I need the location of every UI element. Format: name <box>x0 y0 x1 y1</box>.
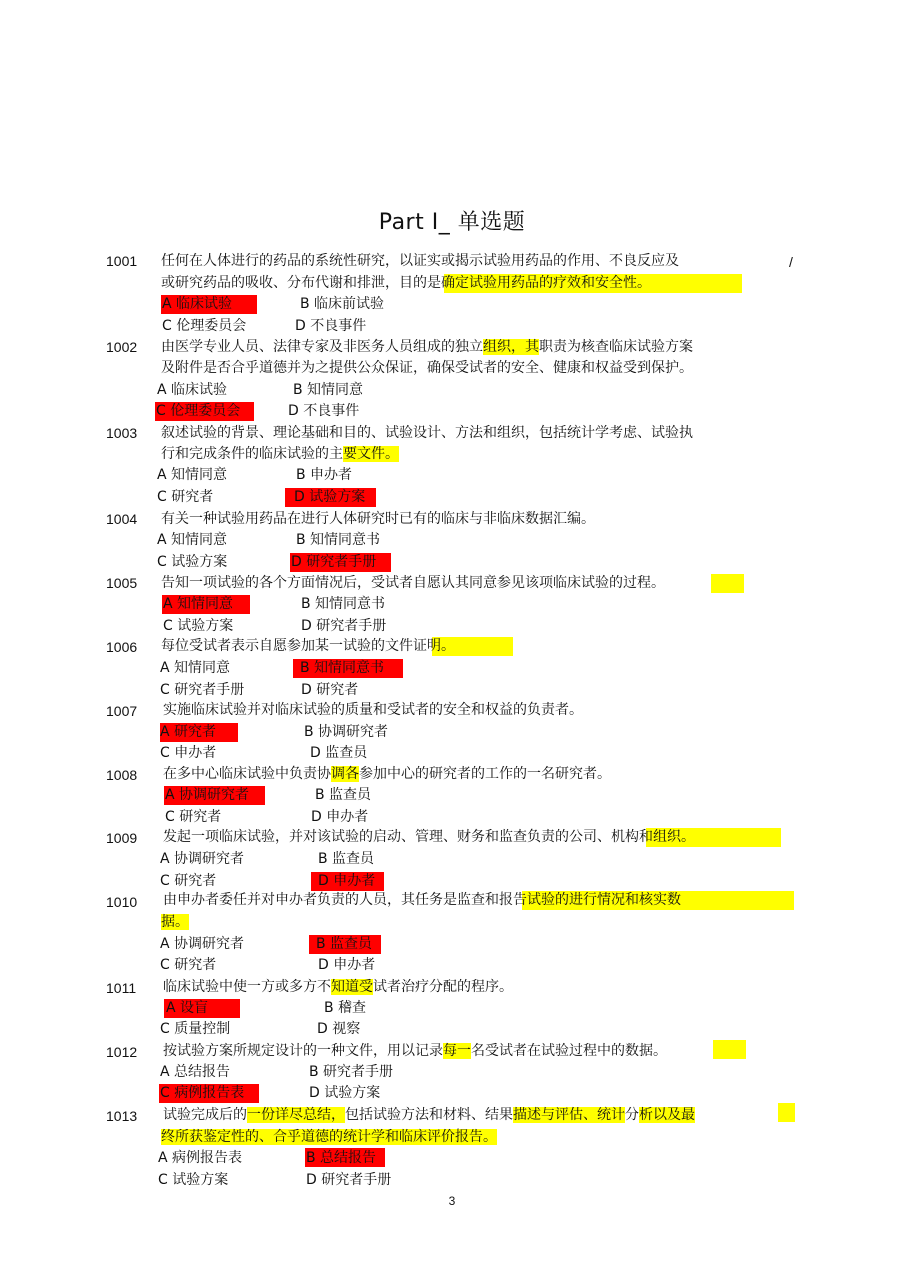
option-a: A 研究者 <box>160 724 217 740</box>
page-number: 3 <box>448 1194 456 1208</box>
highlight-block <box>713 1040 746 1059</box>
option-c: C 研究者 <box>160 957 217 973</box>
option-b: B 知情同意书 <box>296 532 381 548</box>
option-d: D 研究者手册 <box>306 1172 392 1188</box>
option-d: D 研究者 <box>301 682 359 698</box>
option-a: A 知情同意 <box>160 660 231 676</box>
stray-slash: / <box>789 254 793 270</box>
question-number: 1012 <box>106 1044 138 1060</box>
question-text: 试验完成后的一份详尽总结，包括试验方法和材料、结果描述与评估、统计分析以及最 <box>163 1107 695 1123</box>
option-c: C 质量控制 <box>160 1021 231 1037</box>
option-b: B 稽查 <box>324 1000 367 1016</box>
option-c: C 研究者 <box>165 809 222 825</box>
highlight-block <box>711 574 744 593</box>
option-b: B 知情同意书 <box>301 596 386 612</box>
question-text: 有关一种试验用药品在进行人体研究时已有的临床与非临床数据汇编。 <box>161 511 595 527</box>
option-d: D 研究者手册 <box>291 554 377 570</box>
question-number: 1010 <box>106 894 138 910</box>
option-d: D 试验方案 <box>309 1085 381 1101</box>
option-a: A 协调研究者 <box>160 936 245 952</box>
question-text: 由申办者委任并对申办者负责的人员，其任务是监查和报告试验的进行情况和核实数 <box>163 892 681 908</box>
question-text: 终所获鉴定性的、合乎道德的统计学和临床评价报告。 <box>161 1129 497 1145</box>
option-a: A 临床试验 <box>157 382 228 398</box>
option-a: A 知情同意 <box>157 532 228 548</box>
option-c: C 试验方案 <box>163 618 234 634</box>
option-a: A 病例报告表 <box>158 1150 243 1166</box>
option-c: C 研究者 <box>160 873 217 889</box>
question-text: 实施临床试验并对临床试验的质量和受试者的安全和权益的负责者。 <box>163 702 583 718</box>
option-c: C 伦理委员会 <box>162 318 247 334</box>
option-a: A 设盲 <box>166 1000 209 1016</box>
question-text: 告知一项试验的各个方面情况后，受试者自愿认其同意参见该项临床试验的过程。 <box>161 575 665 591</box>
option-b: B 协调研究者 <box>304 724 389 740</box>
question-number: 1004 <box>106 511 138 527</box>
question-text: 任何在人体进行的药品的系统性研究，以证实或揭示试验用药品的作用、不良反应及 <box>161 253 679 269</box>
option-a: A 总结报告 <box>160 1064 231 1080</box>
option-b: B 申办者 <box>296 467 353 483</box>
question-number: 1006 <box>106 639 138 655</box>
question-text: 按试验方案所规定设计的一种文件，用以记录每一名受试者在试验过程中的数据。 <box>163 1043 667 1059</box>
question-text: 在多中心临床试验中负责协调各参加中心的研究者的工作的一名研究者。 <box>163 766 611 782</box>
option-d: D 监查员 <box>310 745 368 761</box>
question-text: 叙述试验的背景、理论基础和目的、试验设计、方法和组织，包括统计学考虑、试验执 <box>161 425 693 441</box>
option-b: B 总结报告 <box>306 1150 377 1166</box>
option-c: C 病例报告表 <box>160 1085 245 1101</box>
question-number: 1008 <box>106 767 138 783</box>
option-c: C 研究者手册 <box>160 682 245 698</box>
option-c: C 研究者 <box>157 489 214 505</box>
question-number: 1005 <box>106 575 138 591</box>
question-number: 1002 <box>106 339 138 355</box>
question-number: 1007 <box>106 703 138 719</box>
option-d: D 试验方案 <box>294 489 366 505</box>
option-b: B 知情同意书 <box>300 660 385 676</box>
option-d: D 视察 <box>317 1021 361 1037</box>
option-a: A 临床试验 <box>162 296 233 312</box>
question-number: 1003 <box>106 425 138 441</box>
option-d: D 申办者 <box>318 873 376 889</box>
option-a: A 协调研究者 <box>165 787 250 803</box>
option-b: B 知情同意 <box>293 382 364 398</box>
option-b: B 监查员 <box>316 936 373 952</box>
question-number: 1011 <box>106 980 137 996</box>
option-d: D 研究者手册 <box>301 618 387 634</box>
option-a: A 协调研究者 <box>160 851 245 867</box>
option-b: B 临床前试验 <box>300 296 385 312</box>
option-b: B 研究者手册 <box>309 1064 394 1080</box>
question-text: 发起一项临床试验，并对该试验的启动、管理、财务和监查负责的公司、机构和组织。 <box>163 829 695 845</box>
highlight-block <box>778 1103 795 1122</box>
question-number: 1013 <box>106 1108 138 1124</box>
option-a: A 知情同意 <box>157 467 228 483</box>
option-d: D 不良事件 <box>288 403 360 419</box>
option-c: C 试验方案 <box>158 1172 229 1188</box>
question-number: 1001 <box>106 253 138 269</box>
option-d: D 申办者 <box>318 957 376 973</box>
option-b: B 监查员 <box>318 851 375 867</box>
option-c: C 试验方案 <box>157 554 228 570</box>
option-b: B 监查员 <box>315 787 372 803</box>
option-a: A 知情同意 <box>163 596 234 612</box>
option-c: C 伦理委员会 <box>156 403 241 419</box>
question-text: 及附件是否合乎道德并为之提供公众保证，确保受试者的安全、健康和权益受到保护。 <box>161 360 693 376</box>
question-text: 每位受试者表示自愿参加某一试验的文件证明。 <box>161 638 455 654</box>
question-text: 临床试验中使一方或多方不知道受试者治疗分配的程序。 <box>163 979 513 995</box>
page-title: Part I_ 单选题 <box>378 210 526 235</box>
question-text: 行和完成条件的临床试验的主要文件。 <box>161 446 399 462</box>
question-text: 或研究药品的吸收、分布代谢和排泄，目的是确定试验用药品的疗效和安全性。 <box>161 275 651 291</box>
option-d: D 申办者 <box>311 809 369 825</box>
option-d: D 不良事件 <box>295 318 367 334</box>
question-number: 1009 <box>106 830 138 846</box>
question-text: 由医学专业人员、法律专家及非医务人员组成的独立组织，其职责为核查临床试验方案 <box>161 339 693 355</box>
option-c: C 申办者 <box>160 745 217 761</box>
question-text: 据。 <box>161 914 189 930</box>
